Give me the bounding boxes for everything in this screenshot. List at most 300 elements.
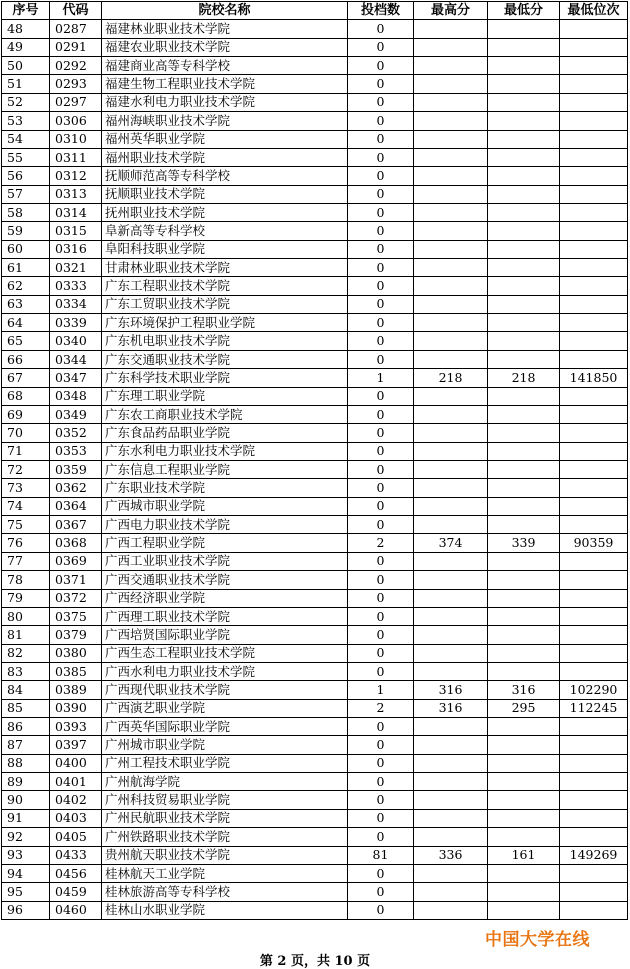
cell-code: 0293	[50, 75, 102, 93]
cell-school-name: 桂林山水职业学院	[102, 901, 348, 919]
cell-max-score	[414, 387, 488, 405]
cell-min-score	[488, 93, 560, 111]
cell-min-rank	[560, 167, 628, 185]
cell-min-rank	[560, 387, 628, 405]
cell-seq: 57	[2, 185, 50, 203]
table-row	[2, 497, 628, 515]
table-row	[2, 57, 628, 75]
cell-code: 0433	[50, 846, 102, 864]
table-row	[2, 828, 628, 846]
cell-min-score: 295	[488, 699, 560, 717]
table-row	[2, 387, 628, 405]
cell-min-score	[488, 883, 560, 901]
cell-min-rank	[560, 809, 628, 827]
cell-min-rank	[560, 607, 628, 625]
cell-min-rank	[560, 75, 628, 93]
header-max-score: 最高分	[414, 2, 488, 20]
cell-max-score	[414, 589, 488, 607]
cell-max-score	[414, 332, 488, 350]
header-code: 代码	[50, 2, 102, 20]
cell-seq: 90	[2, 791, 50, 809]
table-row	[2, 369, 628, 387]
cell-max-score	[414, 662, 488, 680]
cell-seq: 85	[2, 699, 50, 717]
table-row	[2, 534, 628, 552]
cell-code: 0313	[50, 185, 102, 203]
cell-seq: 83	[2, 662, 50, 680]
table-row	[2, 75, 628, 93]
cell-count: 0	[348, 240, 414, 258]
cell-code: 0369	[50, 552, 102, 570]
cell-min-score	[488, 607, 560, 625]
cell-school-name: 广东环境保护工程职业学院	[102, 314, 348, 332]
cell-count: 0	[348, 424, 414, 442]
cell-min-score	[488, 387, 560, 405]
cell-count: 2	[348, 699, 414, 717]
cell-max-score	[414, 130, 488, 148]
cell-min-rank	[560, 424, 628, 442]
table-row	[2, 644, 628, 662]
cell-school-name: 桂林旅游高等专科学校	[102, 883, 348, 901]
cell-school-name: 福州英华职业学院	[102, 130, 348, 148]
cell-seq: 60	[2, 240, 50, 258]
cell-code: 0315	[50, 222, 102, 240]
cell-min-rank	[560, 791, 628, 809]
cell-code: 0459	[50, 883, 102, 901]
cell-school-name: 广西理工职业技术学院	[102, 607, 348, 625]
header-min-score: 最低分	[488, 2, 560, 20]
cell-max-score	[414, 607, 488, 625]
cell-min-score	[488, 864, 560, 882]
cell-min-rank	[560, 662, 628, 680]
cell-school-name: 贵州航天职业技术学院	[102, 846, 348, 864]
cell-seq: 68	[2, 387, 50, 405]
cell-seq: 76	[2, 534, 50, 552]
table-row	[2, 479, 628, 497]
cell-school-name: 福州海峡职业技术学院	[102, 112, 348, 130]
cell-count: 0	[348, 718, 414, 736]
table-row	[2, 38, 628, 56]
cell-min-rank	[560, 552, 628, 570]
cell-min-score	[488, 20, 560, 38]
cell-seq: 87	[2, 736, 50, 754]
cell-max-score: 218	[414, 369, 488, 387]
cell-min-score	[488, 589, 560, 607]
cell-count: 0	[348, 295, 414, 313]
cell-count: 0	[348, 589, 414, 607]
cell-count: 0	[348, 130, 414, 148]
table-row	[2, 846, 628, 864]
cell-seq: 91	[2, 809, 50, 827]
cell-max-score: 316	[414, 681, 488, 699]
cell-max-score: 336	[414, 846, 488, 864]
cell-min-rank	[560, 20, 628, 38]
cell-code: 0311	[50, 148, 102, 166]
cell-school-name: 广西培贤国际职业学院	[102, 626, 348, 644]
table-header-row	[2, 2, 628, 20]
cell-school-name: 阜新高等专科学校	[102, 222, 348, 240]
cell-max-score	[414, 38, 488, 56]
cell-code: 0291	[50, 38, 102, 56]
cell-school-name: 福建林业职业技术学院	[102, 20, 348, 38]
table-row	[2, 130, 628, 148]
cell-max-score	[414, 901, 488, 919]
cell-min-score: 316	[488, 681, 560, 699]
cell-max-score	[414, 773, 488, 791]
cell-min-rank	[560, 259, 628, 277]
cell-max-score	[414, 405, 488, 423]
cell-seq: 74	[2, 497, 50, 515]
table-row	[2, 571, 628, 589]
cell-min-rank	[560, 460, 628, 478]
cell-min-rank	[560, 112, 628, 130]
cell-min-score	[488, 442, 560, 460]
cell-seq: 53	[2, 112, 50, 130]
cell-min-score	[488, 405, 560, 423]
table-row	[2, 516, 628, 534]
table-row	[2, 699, 628, 717]
cell-max-score	[414, 259, 488, 277]
cell-school-name: 广西演艺职业学院	[102, 699, 348, 717]
table-row	[2, 295, 628, 313]
cell-min-rank	[560, 203, 628, 221]
cell-min-score	[488, 424, 560, 442]
cell-count: 0	[348, 57, 414, 75]
cell-seq: 69	[2, 405, 50, 423]
cell-count: 0	[348, 828, 414, 846]
cell-code: 0368	[50, 534, 102, 552]
cell-max-score	[414, 754, 488, 772]
table-row	[2, 809, 628, 827]
cell-min-score	[488, 314, 560, 332]
cell-school-name: 甘肃林业职业技术学院	[102, 259, 348, 277]
table-row	[2, 883, 628, 901]
cell-min-rank	[560, 332, 628, 350]
cell-count: 0	[348, 607, 414, 625]
cell-code: 0316	[50, 240, 102, 258]
cell-seq: 52	[2, 93, 50, 111]
cell-seq: 51	[2, 75, 50, 93]
cell-min-rank	[560, 277, 628, 295]
table-row	[2, 148, 628, 166]
cell-max-score	[414, 460, 488, 478]
header-count: 投档数	[348, 2, 414, 20]
cell-count: 0	[348, 516, 414, 534]
cell-count: 0	[348, 883, 414, 901]
cell-school-name: 广西生态工程职业技术学院	[102, 644, 348, 662]
cell-min-score	[488, 571, 560, 589]
table-row	[2, 405, 628, 423]
cell-max-score	[414, 552, 488, 570]
cell-school-name: 广州科技贸易职业学院	[102, 791, 348, 809]
cell-count: 0	[348, 864, 414, 882]
cell-max-score	[414, 57, 488, 75]
cell-min-score	[488, 240, 560, 258]
cell-code: 0400	[50, 754, 102, 772]
cell-min-score	[488, 809, 560, 827]
cell-min-score	[488, 277, 560, 295]
cell-seq: 56	[2, 167, 50, 185]
cell-min-rank	[560, 148, 628, 166]
page-footer: 第 2 页，共 10 页	[259, 954, 371, 969]
cell-code: 0385	[50, 662, 102, 680]
table-row	[2, 791, 628, 809]
cell-min-score: 339	[488, 534, 560, 552]
cell-min-score	[488, 350, 560, 368]
cell-school-name: 广东信息工程职业学院	[102, 460, 348, 478]
cell-seq: 88	[2, 754, 50, 772]
cell-seq: 79	[2, 589, 50, 607]
table-row	[2, 626, 628, 644]
cell-min-rank: 141850	[560, 369, 628, 387]
cell-max-score	[414, 295, 488, 313]
table-row	[2, 332, 628, 350]
cell-code: 0348	[50, 387, 102, 405]
cell-seq: 59	[2, 222, 50, 240]
cell-min-rank	[560, 222, 628, 240]
cell-min-rank	[560, 93, 628, 111]
cell-school-name: 广东水利电力职业技术学院	[102, 442, 348, 460]
cell-min-score	[488, 112, 560, 130]
cell-seq: 50	[2, 57, 50, 75]
cell-max-score	[414, 20, 488, 38]
cell-min-rank: 149269	[560, 846, 628, 864]
cell-count: 0	[348, 809, 414, 827]
cell-school-name: 福州职业技术学院	[102, 148, 348, 166]
cell-code: 0312	[50, 167, 102, 185]
cell-code: 0333	[50, 277, 102, 295]
cell-count: 1	[348, 681, 414, 699]
table-row	[2, 681, 628, 699]
cell-count: 0	[348, 644, 414, 662]
cell-code: 0352	[50, 424, 102, 442]
cell-max-score	[414, 644, 488, 662]
cell-code: 0460	[50, 901, 102, 919]
cell-count: 0	[348, 75, 414, 93]
cell-code: 0375	[50, 607, 102, 625]
cell-count: 0	[348, 259, 414, 277]
cell-count: 0	[348, 112, 414, 130]
cell-min-score	[488, 38, 560, 56]
cell-seq: 61	[2, 259, 50, 277]
cell-min-score	[488, 222, 560, 240]
cell-seq: 82	[2, 644, 50, 662]
cell-school-name: 桂林航天工业学院	[102, 864, 348, 882]
cell-min-rank	[560, 864, 628, 882]
cell-min-score	[488, 148, 560, 166]
cell-max-score	[414, 883, 488, 901]
cell-count: 0	[348, 167, 414, 185]
table-row	[2, 754, 628, 772]
cell-count: 0	[348, 350, 414, 368]
cell-min-score	[488, 718, 560, 736]
cell-count: 0	[348, 571, 414, 589]
table-row	[2, 167, 628, 185]
cell-min-rank	[560, 736, 628, 754]
cell-school-name: 广西交通职业技术学院	[102, 571, 348, 589]
cell-max-score	[414, 314, 488, 332]
cell-min-rank	[560, 130, 628, 148]
cell-min-score	[488, 773, 560, 791]
cell-min-rank	[560, 314, 628, 332]
cell-code: 0353	[50, 442, 102, 460]
cell-min-rank	[560, 405, 628, 423]
cell-max-score	[414, 112, 488, 130]
header-school-name: 院校名称	[102, 2, 348, 20]
cell-min-rank	[560, 57, 628, 75]
cell-seq: 92	[2, 828, 50, 846]
cell-school-name: 广西英华国际职业学院	[102, 718, 348, 736]
cell-school-name: 广西电力职业技术学院	[102, 516, 348, 534]
cell-school-name: 广西工业职业技术学院	[102, 552, 348, 570]
cell-count: 1	[348, 369, 414, 387]
cell-school-name: 抚顺职业技术学院	[102, 185, 348, 203]
cell-min-rank	[560, 773, 628, 791]
table-row	[2, 277, 628, 295]
cell-count: 0	[348, 148, 414, 166]
cell-min-rank	[560, 754, 628, 772]
cell-seq: 95	[2, 883, 50, 901]
cell-count: 0	[348, 203, 414, 221]
cell-code: 0306	[50, 112, 102, 130]
cell-seq: 55	[2, 148, 50, 166]
cell-count: 0	[348, 442, 414, 460]
cell-max-score	[414, 736, 488, 754]
cell-count: 0	[348, 405, 414, 423]
table-row	[2, 185, 628, 203]
cell-count: 0	[348, 736, 414, 754]
cell-code: 0390	[50, 699, 102, 717]
table-row	[2, 589, 628, 607]
cell-max-score	[414, 497, 488, 515]
cell-seq: 71	[2, 442, 50, 460]
cell-count: 0	[348, 460, 414, 478]
cell-max-score	[414, 442, 488, 460]
cell-max-score	[414, 571, 488, 589]
cell-count: 0	[348, 93, 414, 111]
cell-school-name: 抚顺师范高等专科学校	[102, 167, 348, 185]
cell-min-score	[488, 295, 560, 313]
admission-table	[1, 1, 628, 920]
cell-min-rank	[560, 442, 628, 460]
cell-code: 0402	[50, 791, 102, 809]
table-row	[2, 112, 628, 130]
cell-min-rank: 102290	[560, 681, 628, 699]
table-row	[2, 424, 628, 442]
cell-max-score	[414, 516, 488, 534]
cell-count: 0	[348, 387, 414, 405]
cell-school-name: 广西经济职业学院	[102, 589, 348, 607]
table-row	[2, 718, 628, 736]
cell-min-score	[488, 57, 560, 75]
cell-max-score	[414, 203, 488, 221]
cell-min-rank	[560, 497, 628, 515]
cell-seq: 64	[2, 314, 50, 332]
cell-count: 81	[348, 846, 414, 864]
cell-code: 0340	[50, 332, 102, 350]
cell-max-score	[414, 424, 488, 442]
cell-min-score	[488, 901, 560, 919]
cell-max-score	[414, 185, 488, 203]
cell-school-name: 福建商业高等专科学校	[102, 57, 348, 75]
cell-school-name: 广东科学技术职业学院	[102, 369, 348, 387]
cell-seq: 77	[2, 552, 50, 570]
cell-seq: 80	[2, 607, 50, 625]
cell-max-score	[414, 791, 488, 809]
cell-seq: 81	[2, 626, 50, 644]
header-seq: 序号	[2, 2, 50, 20]
cell-seq: 54	[2, 130, 50, 148]
cell-count: 0	[348, 277, 414, 295]
cell-min-score	[488, 552, 560, 570]
cell-max-score	[414, 240, 488, 258]
cell-code: 0310	[50, 130, 102, 148]
cell-max-score	[414, 277, 488, 295]
cell-seq: 84	[2, 681, 50, 699]
cell-school-name: 阜阳科技职业学院	[102, 240, 348, 258]
cell-count: 0	[348, 314, 414, 332]
cell-max-score	[414, 167, 488, 185]
cell-max-score: 316	[414, 699, 488, 717]
cell-count: 0	[348, 20, 414, 38]
cell-seq: 75	[2, 516, 50, 534]
cell-code: 0359	[50, 460, 102, 478]
cell-code: 0314	[50, 203, 102, 221]
cell-code: 0292	[50, 57, 102, 75]
cell-min-score	[488, 516, 560, 534]
cell-min-rank	[560, 479, 628, 497]
cell-count: 0	[348, 662, 414, 680]
cell-min-rank	[560, 38, 628, 56]
cell-school-name: 广西现代职业技术学院	[102, 681, 348, 699]
cell-code: 0321	[50, 259, 102, 277]
cell-school-name: 福建水利电力职业技术学院	[102, 93, 348, 111]
cell-code: 0339	[50, 314, 102, 332]
cell-min-score	[488, 130, 560, 148]
cell-school-name: 广州航海学院	[102, 773, 348, 791]
cell-max-score	[414, 809, 488, 827]
cell-max-score	[414, 864, 488, 882]
table-row	[2, 736, 628, 754]
cell-max-score	[414, 222, 488, 240]
cell-seq: 94	[2, 864, 50, 882]
cell-school-name: 广东食品药品职业学院	[102, 424, 348, 442]
cell-seq: 66	[2, 350, 50, 368]
cell-max-score	[414, 93, 488, 111]
cell-seq: 48	[2, 20, 50, 38]
cell-min-score	[488, 736, 560, 754]
cell-school-name: 广州铁路职业技术学院	[102, 828, 348, 846]
cell-seq: 73	[2, 479, 50, 497]
cell-max-score	[414, 148, 488, 166]
cell-min-score: 161	[488, 846, 560, 864]
cell-code: 0393	[50, 718, 102, 736]
cell-seq: 72	[2, 460, 50, 478]
cell-count: 0	[348, 552, 414, 570]
cell-count: 0	[348, 773, 414, 791]
table-row	[2, 901, 628, 919]
cell-school-name: 广西工程职业学院	[102, 534, 348, 552]
table-row	[2, 350, 628, 368]
cell-min-score	[488, 479, 560, 497]
cell-code: 0297	[50, 93, 102, 111]
cell-min-score	[488, 259, 560, 277]
table-row	[2, 773, 628, 791]
cell-seq: 67	[2, 369, 50, 387]
cell-min-rank: 90359	[560, 534, 628, 552]
cell-min-rank	[560, 516, 628, 534]
cell-min-score	[488, 626, 560, 644]
